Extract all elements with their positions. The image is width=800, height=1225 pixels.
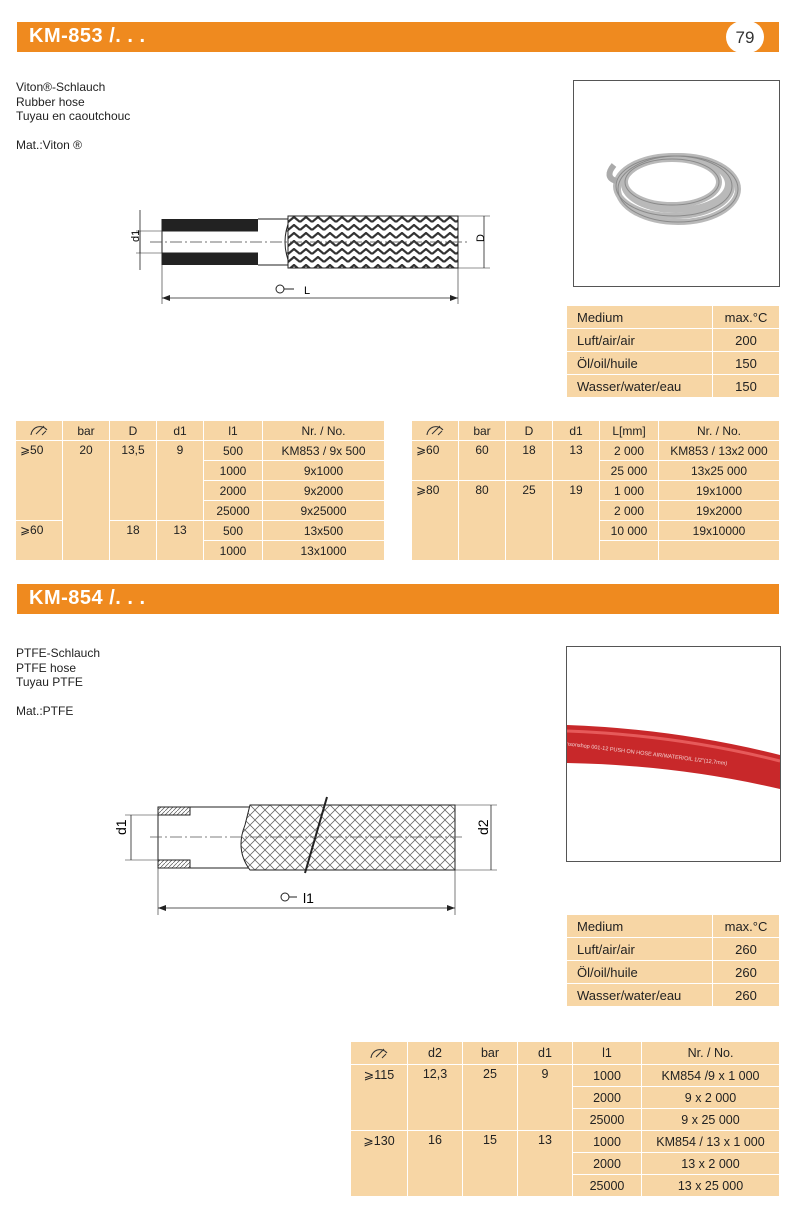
- red-hose-image: [567, 647, 780, 861]
- product-description: [16, 80, 130, 152]
- media-name: Wasser/water/eau: [567, 984, 713, 1007]
- hose-drawing-km853: [120, 200, 500, 310]
- hose-drawing-km854: [105, 795, 505, 920]
- section-banner-km853: [17, 22, 779, 52]
- table-row: 10 000 19x10000: [412, 521, 780, 541]
- spec-table-km853-a: [15, 420, 385, 561]
- desc-line-en: Rubber hose: [16, 94, 85, 109]
- table-row: ⩾130 16 15 13 1000 KM854 / 13 x 1 000: [351, 1131, 780, 1153]
- material-label: Mat.:Viton ®: [16, 137, 82, 152]
- table-row: 2 000 19x2000: [412, 501, 780, 521]
- material-label: Mat.:PTFE: [16, 703, 74, 718]
- media-name: Öl/oil/huile: [567, 961, 713, 984]
- table-row: 2000 9x2000: [16, 481, 385, 501]
- col-header: D: [506, 421, 553, 441]
- media-name: Öl/oil/huile: [567, 352, 713, 375]
- col-header: bar: [63, 421, 110, 441]
- table-row: 1000 9x1000: [16, 461, 385, 481]
- spec-table-km853-b: [411, 420, 780, 561]
- dim-D-label: D: [475, 234, 487, 242]
- dim-l1-label: l1: [303, 890, 314, 906]
- media-name: Wasser/water/eau: [567, 375, 713, 398]
- media-header: max.°C: [713, 915, 780, 938]
- spec-table-km854: [350, 1041, 780, 1197]
- media-name: Luft/air/air: [567, 329, 713, 352]
- col-header: D: [110, 421, 157, 441]
- product-description: [16, 646, 100, 718]
- media-table-km854: [566, 914, 780, 1007]
- product-photo-km853: [573, 80, 780, 287]
- col-header: bar: [463, 1042, 518, 1065]
- media-temp: 150: [713, 352, 780, 375]
- table-row: ⩾115 12,3 25 9 1000 KM854 /9 x 1 000: [351, 1065, 780, 1087]
- col-header: bar: [459, 421, 506, 441]
- page-number: 79: [726, 21, 764, 53]
- table-row: ⩾60 18 13 500 13x500: [16, 521, 385, 541]
- col-header: Nr. / No.: [263, 421, 385, 441]
- coiled-hose-image: [574, 81, 779, 286]
- desc-line-fr: Tuyau en caoutchouc: [16, 109, 131, 123]
- hose-print-text: dickinsonshop 001-12 PUSH ON HOSE AIR/WATER/OIL 1/2"(12,7mm): [567, 740, 728, 768]
- section-title: KM-853 /. . .: [29, 25, 146, 47]
- table-row: 2000 9 x 2 000: [351, 1087, 780, 1109]
- desc-line-en: PTFE hose: [16, 660, 77, 675]
- col-header: d2: [408, 1042, 463, 1065]
- table-row: 25000 9x25000: [16, 501, 385, 521]
- media-header: max.°C: [713, 306, 780, 329]
- desc-line-de: Viton®-Schlauch: [16, 80, 106, 94]
- dim-d1-label: d1: [130, 229, 142, 242]
- col-header: Nr. / No.: [659, 421, 780, 441]
- col-header: d1: [553, 421, 600, 441]
- table-row: 1000 13x1000: [16, 541, 385, 561]
- media-temp: 150: [713, 375, 780, 398]
- col-header: l1: [573, 1042, 642, 1065]
- media-temp: 200: [713, 329, 780, 352]
- section-title: KM-854 /. . .: [29, 587, 146, 609]
- desc-line-de: PTFE-Schlauch: [16, 646, 101, 660]
- dim-d1-label: d1: [113, 819, 129, 835]
- col-header: Nr. / No.: [642, 1042, 780, 1065]
- table-row: 2000 13 x 2 000: [351, 1153, 780, 1175]
- media-header: Medium: [567, 306, 713, 329]
- table-row: ⩾60 60 18 13 2 000 KM853 / 13x2 000: [412, 441, 780, 461]
- desc-line-fr: Tuyau PTFE: [16, 675, 83, 689]
- table-row: 25000 13 x 25 000: [351, 1175, 780, 1197]
- col-header: L[mm]: [600, 421, 659, 441]
- table-row: ⩾50 20 13,5 9 500 KM853 / 9x 500: [16, 441, 385, 461]
- table-row: 25000 9 x 25 000: [351, 1109, 780, 1131]
- media-table-km853: [566, 305, 780, 398]
- product-photo-km854: [566, 646, 781, 862]
- media-temp: 260: [713, 961, 780, 984]
- temperature-icon: [351, 1042, 408, 1065]
- table-row: 25 000 13x25 000: [412, 461, 780, 481]
- col-header: d1: [518, 1042, 573, 1065]
- media-temp: 260: [713, 984, 780, 1007]
- temperature-icon: [16, 421, 63, 441]
- media-name: Luft/air/air: [567, 938, 713, 961]
- temperature-icon: [412, 421, 459, 441]
- col-header: d1: [157, 421, 204, 441]
- media-header: Medium: [567, 915, 713, 938]
- media-temp: 260: [713, 938, 780, 961]
- section-banner-km854: [17, 584, 779, 614]
- table-row: ⩾80 80 25 19 1 000 19x1000: [412, 481, 780, 501]
- dim-L-label: L: [304, 285, 311, 297]
- dim-d2-label: d2: [475, 819, 491, 835]
- col-header: l1: [204, 421, 263, 441]
